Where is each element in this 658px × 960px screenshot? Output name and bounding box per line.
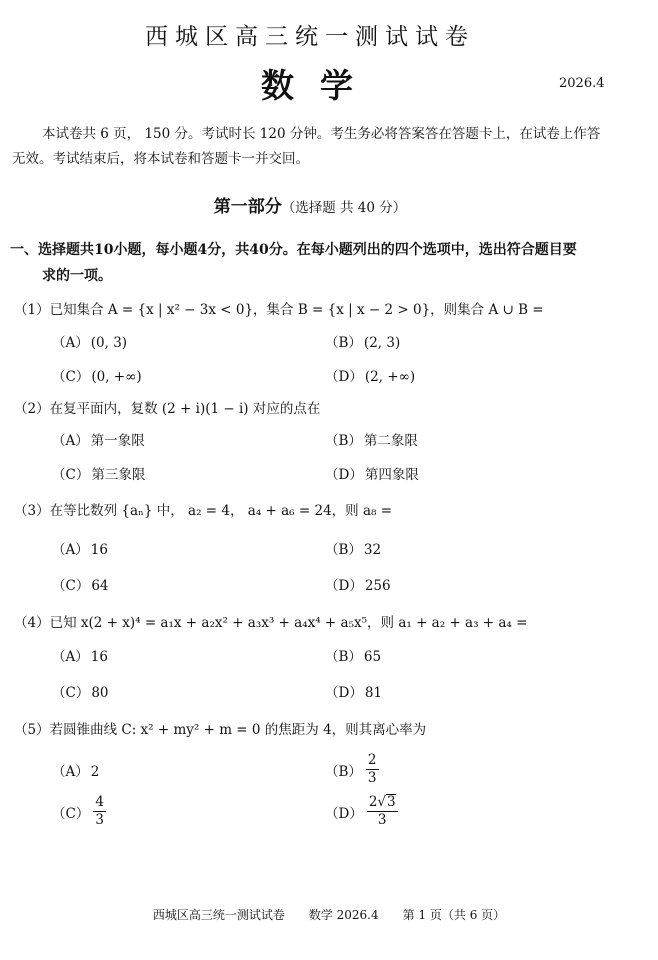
q2-option-c: [52, 463, 145, 483]
option-text: 65: [363, 649, 382, 665]
fraction-denominator: 3: [95, 812, 104, 828]
q4-option-b: [325, 645, 381, 665]
fraction: [93, 794, 106, 829]
q3-option-b: [325, 538, 381, 558]
part-heading: [0, 192, 620, 217]
option-label: （A）: [52, 764, 89, 780]
option-label: （C）: [52, 685, 90, 701]
part-title: 第一部分: [213, 197, 282, 217]
q5-option-b: [325, 752, 379, 787]
part-note: （选择题 共 40 分）: [281, 200, 407, 216]
exam-title: 西城区高三统一测试试卷: [145, 24, 475, 50]
option-text: 81: [364, 685, 383, 701]
option-label: （C）: [52, 578, 90, 594]
fraction-denominator: 3: [377, 812, 387, 828]
q2-option-b: [325, 429, 418, 449]
option-label: （A）: [52, 335, 89, 351]
sqrt-radicand: 3: [387, 794, 396, 810]
option-label: （B）: [325, 542, 362, 558]
q4-option-a: [52, 645, 108, 665]
option-text: 第一象限: [90, 433, 145, 449]
q1-option-c: [52, 365, 142, 385]
section-heading: [10, 237, 610, 289]
q1-option-d: [325, 365, 415, 385]
option-label: （D）: [325, 805, 363, 822]
fraction-denominator: 3: [367, 770, 377, 786]
q5-option-a: [52, 760, 99, 780]
option-label: （D）: [325, 369, 363, 385]
option-label: （D）: [325, 578, 363, 594]
option-text: (0, 3): [90, 335, 128, 351]
question-1: （1）已知集合 A = {x | x² − 3x < 0}，集合 B = {x | x − 2 > 0}，则集合 A ∪ B =: [14, 302, 544, 318]
option-label: （D）: [325, 467, 363, 483]
option-label: （B）: [325, 763, 362, 780]
question-5: （5）若圆锥曲线 C: x² + my² + m = 0 的焦距为 4，则其离心率为: [14, 722, 427, 738]
section-line-2: 求的一项。: [42, 268, 112, 284]
q5-option-d: [325, 794, 398, 829]
q2-option-a: [52, 429, 145, 449]
instructions: 本试卷共 6 页， 150 分。考试时长 120 分钟。考生务必将答案答在答题卡上，在试卷上作答无效。考试结束后，将本试卷和答题卡一并交回。: [12, 126, 601, 167]
sqrt-coefficient: 2: [368, 794, 378, 810]
fraction-numerator: 2√3: [368, 794, 396, 810]
option-label: （A）: [52, 542, 89, 558]
page-footer: 西城区高三统一测试试卷 数学 2026.4 第 1 页（共 6 页）: [152, 908, 506, 922]
option-text: 256: [364, 578, 391, 594]
option-text: (2, +∞): [364, 369, 416, 385]
option-text: 16: [90, 649, 108, 665]
q3-option-a: [52, 538, 108, 558]
option-text: (2, 3): [363, 335, 401, 351]
q4-option-c: [52, 681, 109, 701]
exam-date: 2026.4: [559, 76, 605, 91]
option-text: 第四象限: [364, 467, 419, 483]
q3-option-d: [325, 574, 391, 594]
question-3: （3）在等比数列 {aₙ} 中， a₂ = 4， a₄ + a₆ = 24，则 a₈ =: [14, 503, 393, 519]
option-text: (0, +∞): [91, 369, 142, 385]
section-line-1: 一、选择题共10小题，每小题4分，共40分。在每小题列出的四个选项中，选出符合题目要: [10, 242, 577, 258]
option-text: 32: [363, 542, 382, 558]
fraction-numerator: 4: [95, 794, 104, 810]
option-label: （D）: [325, 685, 363, 701]
option-text: 2: [90, 764, 100, 780]
question-2: （2）在复平面内，复数 (2 + i)(1 − i) 对应的点在: [14, 401, 321, 417]
option-label: （B）: [325, 335, 362, 351]
option-label: （C）: [52, 805, 90, 822]
q1-option-b: [325, 331, 400, 351]
option-text: 16: [90, 542, 108, 558]
q2-option-d: [325, 463, 419, 483]
option-label: （B）: [325, 649, 362, 665]
option-label: （C）: [52, 467, 90, 483]
fraction: [366, 752, 379, 787]
q1-option-a: [52, 331, 127, 351]
fraction-numerator: 2: [367, 752, 377, 768]
option-text: 64: [91, 578, 109, 594]
q3-option-c: [52, 574, 109, 594]
q5-option-c: [52, 794, 106, 829]
q4-option-d: [325, 681, 382, 701]
option-label: （A）: [52, 649, 89, 665]
option-text: 第二象限: [363, 433, 418, 449]
option-text: 80: [91, 685, 109, 701]
option-text: 第三象限: [91, 467, 146, 483]
option-label: （C）: [52, 369, 90, 385]
fraction: [367, 794, 398, 829]
option-label: （A）: [52, 433, 89, 449]
option-label: （B）: [325, 433, 362, 449]
question-4: （4）已知 x(2 + x)⁴ = a₁x + a₂x² + a₃x³ + a₄x⁴ + a₅x⁵，则 a₁ + a₂ + a₃ + a₄ =: [14, 615, 528, 631]
subject-title: 数学: [261, 66, 379, 105]
